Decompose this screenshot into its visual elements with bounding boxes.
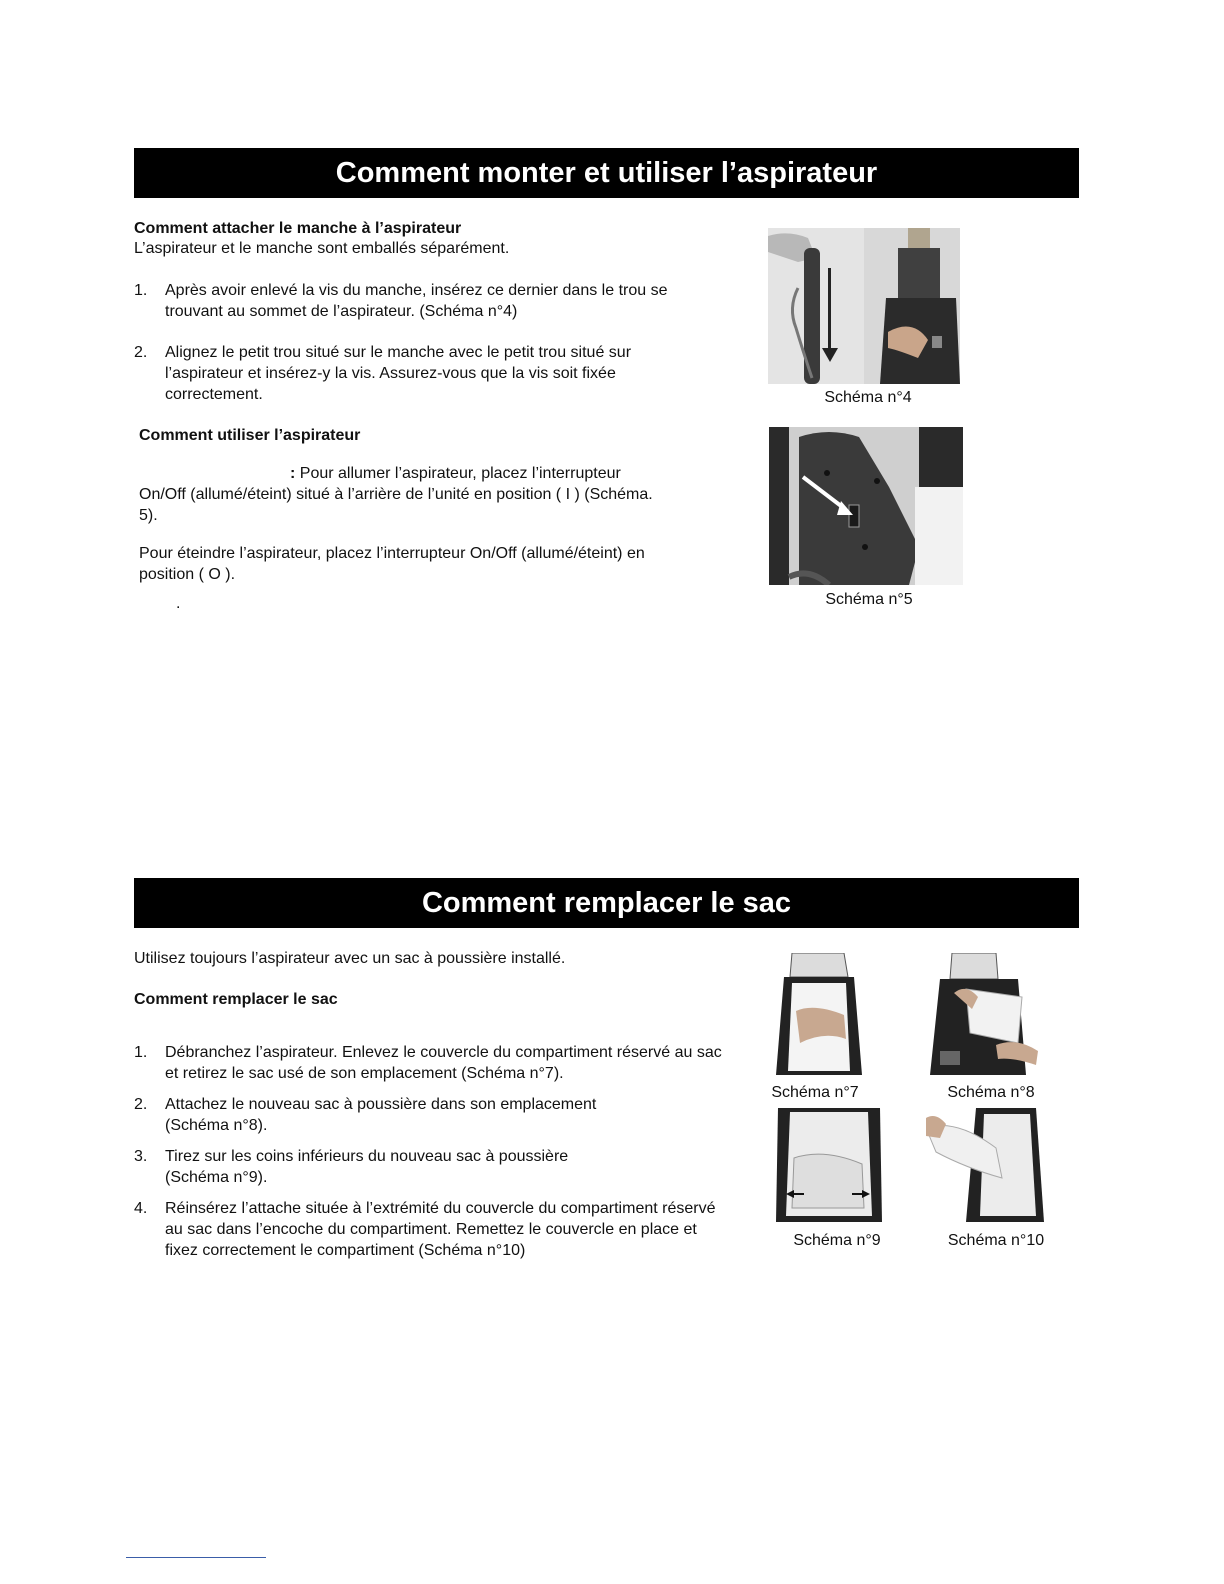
figure-4-image [768,228,960,384]
footnote-separator [126,1557,266,1558]
figure-8-image [926,953,1043,1075]
attach-step-2-text: Alignez le petit trou situé sur le manche avec le petit trou situé sur l’aspirateur et insérez-y la vis. Assurez-vous que la vis soit fixée correctement. [165,344,632,403]
figure-10-caption: Schéma n°10 [947,1232,1045,1249]
use-on-marker: : [290,465,296,482]
attach-intro: L’aspirateur et le manche sont emballés séparément. [134,240,510,257]
figure-4-caption: Schéma n°4 [824,389,912,406]
use-on-text [139,463,669,526]
attach-step-2-number: 2. [134,344,148,361]
attach-step-1-number: 1. [134,282,148,299]
bag-intro: Utilisez toujours l’aspirateur avec un sac à poussière installé. [134,950,566,967]
figure-10-image [926,1108,1046,1222]
figure-5-image [769,427,963,585]
bag-heading: Comment remplacer le sac [134,991,338,1008]
section2-title: Comment remplacer le sac [134,878,1079,928]
bag-step-3-number: 3. [134,1148,148,1165]
figure-7-image [774,953,864,1075]
use-off-text: Pour éteindre l’aspirateur, placez l’interrupteur On/Off (allumé/éteint) en position ( O ). [139,545,645,583]
figure-9-caption: Schéma n°9 [793,1232,881,1249]
bag-step-4-text: Réinsérez l’attache située à l’extrémité du couvercle du compartiment réservé au sac dans l’encoche du compartiment. Remettez le couvercle en place et fixez correctement le compartiment (Schéma n°10) [165,1200,716,1259]
attach-heading: Comment attacher le manche à l’aspirateur [134,220,462,237]
attach-step-1-text: Après avoir enlevé la vis du manche, insérez ce dernier dans le trou se trouvant au sommet de l’aspirateur. (Schéma n°4) [165,282,668,320]
use-heading: Comment utiliser l’aspirateur [139,427,361,444]
figure-8-caption: Schéma n°8 [947,1084,1035,1101]
use-on-body: Pour allumer l’aspirateur, placez l’interrupteur On/Off (allumé/éteint) situé à l’arrière de l’unité en position ( I ) (Schéma. 5). [139,465,653,524]
section1-title: Comment monter et utiliser l’aspirateur [134,148,1079,198]
figure-7-caption: Schéma n°7 [771,1084,859,1101]
bag-step-4-number: 4. [134,1200,148,1217]
bag-step-3-text: Tirez sur les coins inférieurs du nouveau sac à poussière (Schéma n°9). [165,1148,569,1186]
figure-9-image [774,1108,884,1222]
bag-step-2-number: 2. [134,1096,148,1113]
stray-dot: . [176,595,181,612]
figure-5-caption: Schéma n°5 [825,591,913,608]
bag-step-1-number: 1. [134,1044,148,1061]
bag-step-2-text: Attachez le nouveau sac à poussière dans son emplacement (Schéma n°8). [165,1096,597,1134]
bag-step-1-text: Débranchez l’aspirateur. Enlevez le couvercle du compartiment réservé au sac et retirez le sac usé de son emplacement (Schéma n°7). [165,1044,722,1082]
